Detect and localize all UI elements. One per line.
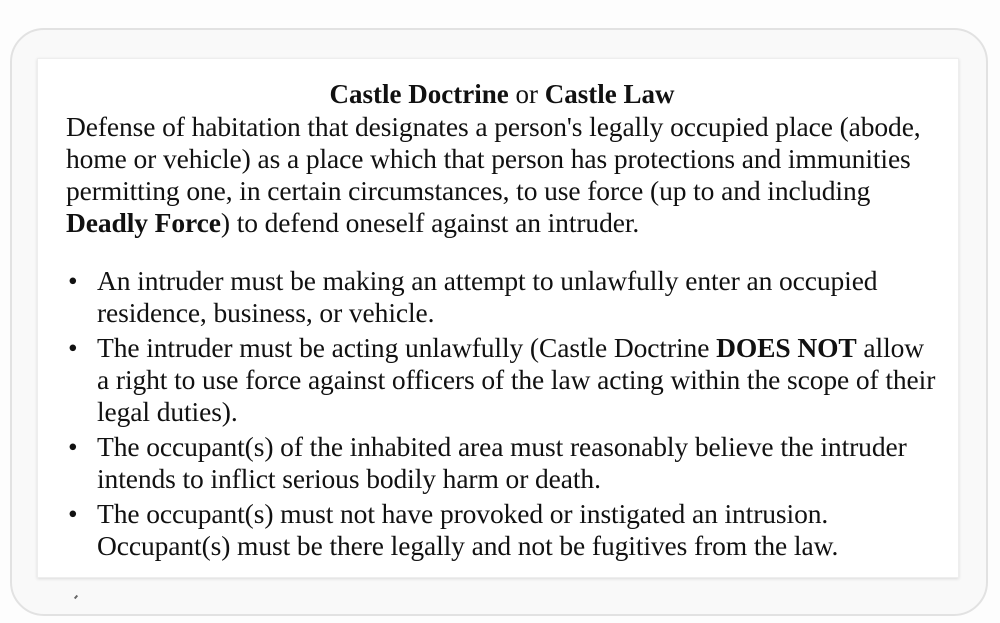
card-content (66, 77, 938, 565)
title-part-castle-doctrine: Castle Doctrine (329, 79, 509, 109)
bullet-icon: • (68, 265, 78, 296)
list-item-text: An intruder must be making an attempt to unlawfully enter an occupied residence, business, or vehicle. (97, 265, 878, 328)
list-item-text-start: The intruder must be acting unlawfully (Castle Doctrine (97, 332, 717, 363)
definition-bold-term: Deadly Force (66, 207, 221, 238)
title-part-castle-law: Castle Law (544, 79, 675, 109)
list-item-text-end: allow a right to use force against officers of the law acting within the scope of their legal duties). (97, 332, 936, 427)
info-card (37, 58, 959, 578)
bullet-icon: • (68, 332, 78, 363)
list-item (66, 498, 938, 562)
requirements-list (66, 265, 938, 562)
definition-text-start: Defense of habitation that designates a person's legally occupied place (abode, home or vehicle) as a place which that person has protections and immunities permitting one, in certain circumstances, to use force (up to and including (66, 111, 921, 206)
list-item-bold-text: DOES NOT (716, 332, 857, 363)
card-title (66, 77, 938, 111)
bullet-icon: • (68, 498, 78, 529)
list-item-text: The occupant(s) of the inhabited area must reasonably believe the intruder intends to inflict serious bodily harm or death. (97, 431, 907, 494)
title-conjunction: or (508, 79, 545, 109)
list-item (66, 265, 938, 329)
list-item (66, 332, 938, 428)
list-item-text: The occupant(s) must not have provoked or instigated an intrusion. Occupant(s) must be there legally and not be fugitives from the law. (97, 498, 839, 561)
definition-paragraph (66, 111, 938, 239)
list-item (66, 431, 938, 495)
bullet-icon: • (68, 431, 78, 462)
definition-text-end: ) to defend oneself against an intruder. (220, 207, 640, 238)
